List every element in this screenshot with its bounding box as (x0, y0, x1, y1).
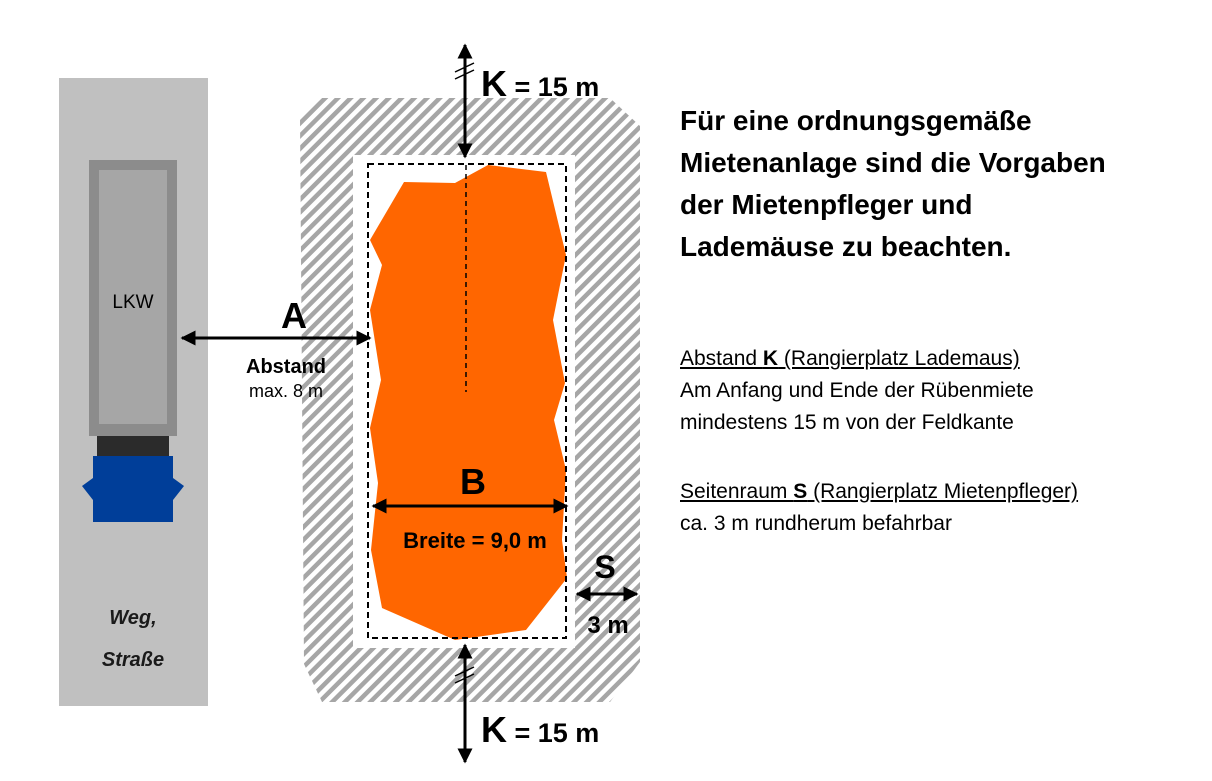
note-k-title (680, 347, 1020, 370)
a-value: max. 8 m (248, 381, 324, 401)
truck (82, 160, 184, 522)
s-value: 3 m (587, 612, 629, 639)
truck-cabin (93, 456, 173, 522)
b-letter: B (460, 461, 486, 502)
note-k-line-1: Am Anfang und Ende der Rübenmiete (680, 379, 1034, 402)
truck-hitch (97, 436, 169, 456)
heading (680, 100, 1200, 268)
note-s-title-suffix: (Rangierplatz Mietenpfleger) (807, 480, 1079, 503)
note-s-title-prefix: Seitenraum (680, 480, 794, 503)
heading-line-4: Lademäuse zu beachten. (680, 231, 1012, 262)
heading-line-2: Mietenanlage sind die Vorgaben (680, 147, 1106, 178)
note-k-title-suffix: (Rangierplatz Lademaus) (778, 347, 1020, 370)
note-s-title (680, 480, 1078, 503)
k-top-letter: K (481, 63, 507, 104)
heading-line-3: der Mietenpfleger und (680, 189, 973, 220)
note-distance-k (680, 343, 1200, 439)
k-top-value: = 15 m (507, 72, 600, 102)
k-top-label (481, 63, 599, 104)
heading-line-1: Für eine ordnungsgemäße (680, 105, 1032, 136)
truck-label: LKW (112, 292, 154, 313)
k-bottom-value: = 15 m (507, 718, 600, 748)
a-letter: A (281, 295, 307, 336)
s-letter: S (594, 549, 616, 585)
k-bottom-letter: K (481, 709, 507, 750)
note-k-line-2: mindestens 15 m von der Feldkante (680, 411, 1014, 434)
beet-pile (370, 165, 567, 640)
note-s-title-letter: S (793, 480, 808, 503)
road-label-line1: Weg, (109, 607, 157, 629)
a-name: Abstand (246, 356, 326, 378)
k-bottom-label (481, 709, 599, 750)
note-k-title-letter: K (762, 347, 779, 370)
b-value: Breite = 9,0 m (403, 528, 547, 553)
road-label-line2: Straße (101, 649, 165, 671)
note-side-space-s (680, 476, 1200, 540)
note-s-line-1: ca. 3 m rundherum befahrbar (680, 512, 952, 535)
note-k-title-prefix: Abstand (680, 347, 763, 370)
